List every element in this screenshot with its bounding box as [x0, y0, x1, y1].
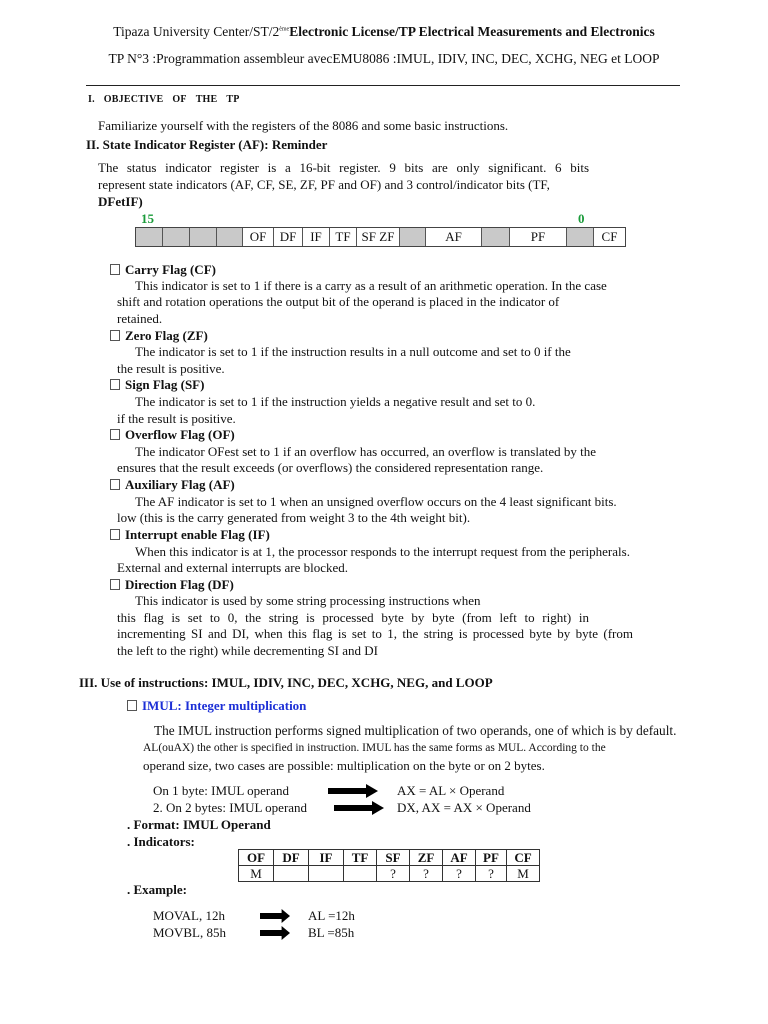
indicator-value-cell: ?	[377, 866, 410, 882]
imul-indicators-label: . Indicators:	[127, 834, 195, 849]
imul-format: . Format: IMUL Operand	[127, 817, 271, 832]
register-bit-of: OF	[243, 228, 274, 246]
bit-0-label: 0	[578, 211, 585, 226]
register-bit-reserved	[136, 228, 163, 246]
checkbox-bullet-icon	[110, 479, 120, 490]
right-arrow-icon	[260, 909, 290, 923]
right-arrow-icon	[334, 801, 384, 815]
example-1-result: AL =12h	[308, 908, 355, 923]
direction-flag-line-2: this flag is set to 0, the string is processed byte by byte (from left to right) in	[117, 610, 589, 625]
interrupt-flag-line-2: External and external interrupts are blocked.	[117, 560, 349, 575]
carry-flag-line-1: This indicator is set to 1 if there is a carry as a result of an arithmetic operation. In the case	[135, 278, 607, 293]
indicator-header-cell: CF	[507, 850, 540, 866]
section-1-word: THE	[195, 94, 218, 105]
section-1-word: OF	[172, 94, 187, 105]
overflow-flag-title-text: Overflow Flag (OF)	[125, 427, 235, 442]
overflow-flag-line-1: The indicator OFest set to 1 if an overflow has occurred, an overflow is translated by the	[135, 444, 596, 459]
section-1-text: Familiarize yourself with the registers of the 8086 and some basic instructions.	[98, 118, 509, 133]
indicator-header-cell: OF	[239, 850, 274, 866]
indicator-value-cell: M	[239, 866, 274, 882]
register-bit-reserved	[567, 228, 594, 246]
right-arrow-icon	[328, 784, 378, 798]
direction-flag-line-3: incrementing SI and DI, when this flag is set to 1, the string is processed byte by byte (from	[117, 626, 633, 641]
overflow-flag-line-2: ensures that the result exceeds (or overflows) the considered representation range.	[117, 460, 544, 475]
section-2-para-line-1: The status indicator register is a 16-bit register. 9 bits are only significant. 6 bits	[98, 160, 589, 175]
indicator-header-cell: PF	[476, 850, 507, 866]
register-bit-reserved	[163, 228, 190, 246]
zero-flag-line-1: The indicator is set to 1 if the instruction results in a null outcome and set to 0 if the	[135, 344, 571, 359]
register-bit-reserved	[190, 228, 217, 246]
register-bit-pf: PF	[510, 228, 567, 246]
indicator-header-cell: AF	[443, 850, 476, 866]
example-label: . Example:	[127, 882, 187, 897]
direction-flag-line-4: the left to the right) while decrementing SI and DI	[117, 643, 379, 658]
register-bit-tf: TF	[330, 228, 357, 246]
section-1-number: I.	[88, 94, 95, 105]
interrupt-flag-title-text: Interrupt enable Flag (IF)	[125, 527, 270, 542]
indicator-header-cell: DF	[274, 850, 309, 866]
section-2-para-line-2: represent state indicators (AF, CF, SE, ZF, PF and OF) and 3 control/indicator bits (TF,	[98, 177, 550, 192]
checkbox-bullet-icon	[110, 330, 120, 341]
carry-flag-line-2: shift and rotation operations the output bit of the operand is placed in the indicator of	[117, 294, 560, 309]
indicator-header-cell: IF	[309, 850, 344, 866]
register-bit-af: AF	[426, 228, 482, 246]
imul-case-1-text: On 1 byte: IMUL operand	[153, 783, 289, 798]
carry-flag-line-3: retained.	[117, 311, 163, 326]
register-bit-reserved	[217, 228, 243, 246]
direction-flag-title	[110, 576, 234, 593]
zero-flag-line-2: the result is positive.	[117, 361, 225, 376]
interrupt-flag-title	[110, 526, 270, 543]
register-bit-df: DF	[274, 228, 303, 246]
indicator-header-cell: TF	[344, 850, 377, 866]
imul-title	[127, 697, 306, 714]
register-bit-sf-zf: SF ZF	[357, 228, 400, 246]
carry-flag-title	[110, 261, 216, 278]
section-2-para-line-3: DFetIF)	[98, 194, 143, 209]
zero-flag-title	[110, 327, 208, 344]
indicator-value-cell: ?	[476, 866, 507, 882]
bit-15-label: 15	[141, 211, 154, 226]
direction-flag-line-1: This indicator is used by some string processing instructions when	[135, 593, 481, 608]
indicator-header-cell: SF	[377, 850, 410, 866]
imul-case-2-text: 2. On 2 bytes: IMUL operand	[153, 800, 308, 815]
example-2-result: BL =85h	[308, 925, 355, 940]
header-superscript: ème	[279, 26, 290, 33]
example-2-instruction: MOVBL, 85h	[153, 925, 226, 940]
section-3-title: III. Use of instructions: IMUL, IDIV, INC, DEC, XCHG, NEG, and LOOP	[79, 675, 493, 690]
indicator-value-cell: ?	[443, 866, 476, 882]
register-bit-reserved	[400, 228, 426, 246]
register-bit-cf: CF	[601, 229, 618, 244]
checkbox-bullet-icon	[110, 529, 120, 540]
direction-flag-title-text: Direction Flag (DF)	[125, 577, 234, 592]
section-1-word: TP	[226, 94, 240, 105]
header-line-2: TP N°3 :Programmation assembleur avecEMU8086 :IMUL, IDIV, INC, DEC, XCHG, NEG et LOOP	[108, 51, 660, 66]
indicator-value-cell: ?	[410, 866, 443, 882]
imul-case-2-result: DX, AX = AX × Operand	[397, 800, 531, 815]
indicators-header-row	[239, 850, 540, 866]
sign-flag-title-text: Sign Flag (SF)	[125, 377, 205, 392]
zero-flag-title-text: Zero Flag (ZF)	[125, 328, 208, 343]
indicator-header-cell: ZF	[410, 850, 443, 866]
interrupt-flag-line-1: When this indicator is at 1, the processor responds to the interrupt request from the peripherals.	[135, 544, 630, 559]
auxiliary-flag-line-1: The AF indicator is set to 1 when an unsigned overflow occurs on the 4 least significant bits.	[135, 494, 617, 509]
header-course: Electronic License/TP Electrical Measurements and Electronics	[289, 24, 655, 39]
register-bit-if: IF	[303, 228, 330, 246]
section-2-title: II. State Indicator Register (AF): Reminder	[86, 137, 328, 152]
auxiliary-flag-line-2: low (this is the carry generated from weight 3 to the 4th weight bit).	[117, 510, 471, 525]
sign-flag-line-2: if the result is positive.	[117, 411, 236, 426]
imul-para-line-3: operand size, two cases are possible: multiplication on the byte or on 2 bytes.	[143, 758, 545, 773]
sign-flag-title	[110, 376, 204, 393]
header-line-1	[0, 24, 768, 40]
register-bit-reserved	[482, 228, 510, 246]
checkbox-bullet-icon	[110, 379, 120, 390]
checkbox-bullet-icon	[110, 579, 120, 590]
checkbox-bullet-icon	[110, 429, 120, 440]
overflow-flag-title	[110, 426, 235, 443]
imul-case-1-result: AX = AL × Operand	[397, 783, 505, 798]
imul-para-line-1: The IMUL instruction performs signed multiplication of two operands, one of which is by default.	[154, 723, 677, 738]
checkbox-bullet-icon	[110, 264, 120, 275]
checkbox-bullet-icon	[127, 700, 137, 711]
flag-register	[135, 227, 626, 247]
auxiliary-flag-title	[110, 476, 235, 493]
section-1-title	[88, 94, 249, 105]
carry-flag-title-text: Carry Flag (CF)	[125, 262, 216, 277]
sign-flag-line-1: The indicator is set to 1 if the instruction yields a negative result and set to 0.	[135, 394, 536, 409]
imul-para-line-2: AL(ouAX) the other is specified in instruction. IMUL has the same forms as MUL. According to the	[143, 742, 606, 754]
section-1-word: OBJECTIVE	[103, 94, 164, 105]
indicator-value-cell	[274, 866, 309, 882]
indicator-value-cell	[309, 866, 344, 882]
indicator-value-cell	[344, 866, 377, 882]
example-1-instruction: MOVAL, 12h	[153, 908, 225, 923]
header-divider	[86, 85, 680, 86]
indicators-value-row	[239, 866, 540, 882]
auxiliary-flag-title-text: Auxiliary Flag (AF)	[125, 477, 235, 492]
imul-title-text: IMUL: Integer multiplication	[142, 698, 307, 713]
header-institution: Tipaza University Center/ST/2	[113, 24, 280, 39]
indicator-value-cell: M	[507, 866, 540, 882]
right-arrow-icon	[260, 926, 290, 940]
indicators-table	[238, 849, 540, 882]
